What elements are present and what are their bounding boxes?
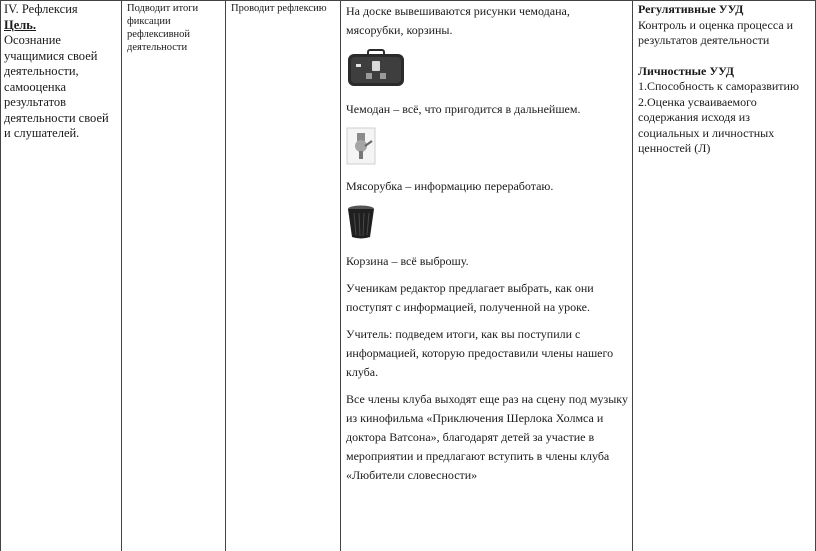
goal-label: Цель. xyxy=(4,17,37,32)
col-border-2 xyxy=(225,0,226,551)
personal-uud-title: Личностные УУД xyxy=(638,63,735,78)
table-top-border xyxy=(0,0,816,1)
goal-text: Осознание учащимися своей деятельности, самооценка результатов деятельности своей и слушателей. xyxy=(4,33,109,140)
cell-stage xyxy=(4,2,118,142)
student-activity-text: Проводит рефлексию xyxy=(231,3,327,14)
content-paragraph-3: Все члены клуба выходят еще раз на сцену под музыку из кинофильма «Приключения Шерлока Холмса и доктора Ватсона», благодарят детей за участие в мероприятии и предлагают вступить в члены клуба «Любители словесности» xyxy=(346,392,628,482)
meat-grinder-icon xyxy=(346,127,376,165)
cell-student-activity xyxy=(231,2,336,15)
col-border-left xyxy=(0,0,1,551)
col-border-4 xyxy=(632,0,633,551)
col-border-1 xyxy=(121,0,122,551)
basket-caption: Корзина – всё выброшу. xyxy=(346,254,469,268)
teacher-activity-text: Подводит итоги фиксации рефлексивной деятельности xyxy=(127,3,199,53)
content-intro: На доске вывешиваются рисунки чемодана, мясорубки, корзины. xyxy=(346,4,570,37)
stage-title: IV. Рефлексия xyxy=(4,2,78,16)
suitcase-icon xyxy=(346,48,406,88)
col-border-3 xyxy=(340,0,341,551)
cell-uud xyxy=(638,2,813,157)
regulative-uud-text: Контроль и оценка процесса и результатов деятельности xyxy=(638,17,794,47)
personal-uud-item-1: 1.Способность к саморазвитию xyxy=(638,79,799,93)
cell-content xyxy=(346,2,630,493)
content-paragraph-2: Учитель: подведем итоги, как вы поступили с информацией, которую предоставили члены нашего клуба. xyxy=(346,327,614,379)
personal-uud-item-2: 2.Оценка усваиваемого содержания исходя из социальных и личностных ценностей (Л) xyxy=(638,94,775,155)
regulative-uud-title: Регулятивные УУД xyxy=(638,2,744,16)
trash-basket-icon xyxy=(346,204,376,240)
cell-teacher-activity xyxy=(127,2,222,54)
content-paragraph-1: Ученикам редактор предлагает выбрать, как они поступят с информацией, полученной на уроке. xyxy=(346,281,594,314)
grinder-caption: Мясорубка – информацию переработаю. xyxy=(346,179,554,193)
suitcase-caption: Чемодан – всё, что пригодится в дальнейшем. xyxy=(346,102,581,116)
